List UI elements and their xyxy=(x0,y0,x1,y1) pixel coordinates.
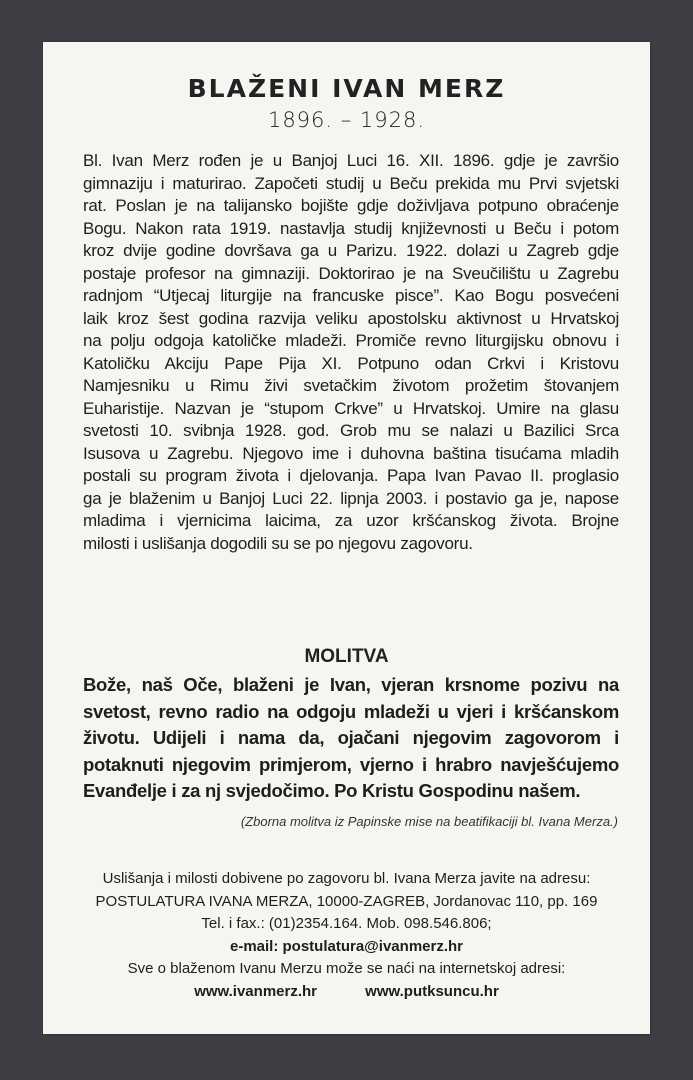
bio-line: Katoličku Akciju Pape Pija XI. Potpuno odan Crkvi i Kristovu xyxy=(83,353,619,373)
website-links xyxy=(63,981,630,1004)
postal-address: POSTULATURA IVANA MERZA, 10000-ZAGREB, Jordanovac 110, pp. 169 xyxy=(95,892,598,910)
bio-line: na polju odgoja katoličke mladeži. Promiče revno liturgijsku obnovu i xyxy=(83,331,619,350)
bio-line: rat. Poslan je na talijansko bojište gdje doživljava potpuno obraćenje xyxy=(83,196,619,215)
prayer-source-note: (Zborna molitva iz Papinske mise na beatifikaciji bl. Ivana Merza.) xyxy=(240,814,618,829)
prayer-line: potaknuti njegovim primjerom, vjerno i hrabro navješćujemo xyxy=(83,753,619,775)
website-link-putksuncu: www.putksuncu.hr xyxy=(365,982,499,1000)
bio-line: gimnaziju i maturirao. Započeti studij u Beču prekida mu Prvi svjetski xyxy=(83,173,619,193)
prayer-heading: MOLITVA xyxy=(304,646,389,667)
life-years: 1896. – 1928. xyxy=(267,108,426,132)
bio-line: Isusova u Zagrebu. Njegovo ime i duhovna baština tisućama mladih xyxy=(83,443,619,463)
bio-line: postali su program života i djelovanja. Papa Ivan Pavao II. proglasio xyxy=(83,466,619,485)
bio-line: milosti i uslišanja dogodili su se po njegovu zagovoru. xyxy=(83,533,473,553)
bio-line: Namjesniku u Rimu živi svetačkim životom prožetim štovanjem xyxy=(83,376,619,395)
bio-line: svetosti 10. svibnja 1928. god. Grob mu se nalazi u Bazilici Srca xyxy=(83,421,619,440)
bio-line: radnjom “Utjecaj liturgije na francuske pisce”. Kao Bogu posvećeni xyxy=(83,286,619,305)
email-address: e-mail: postulatura@ivanmerz.hr xyxy=(229,937,463,955)
prayer-card xyxy=(43,42,650,1034)
bio-line: Bogu. Nakon rata 1919. nastavlja studij književnosti u Beču i potom xyxy=(83,218,619,238)
bio-line: Euharistije. Nazvan je “stupom Crkve” u Hrvatskoj. Umire na glasu xyxy=(83,398,619,418)
phone-numbers: Tel. i fax.: (01)2354.164. Mob. 098.546.806; xyxy=(201,915,492,932)
website-link-ivanmerz: www.ivanmerz.hr xyxy=(194,982,317,1000)
bio-line: postaje profesor na gimnaziji. Doktorirao je na Sveučilištu u Zagrebu xyxy=(83,263,619,283)
prayer-line: Evanđelje i za nj svjedočimo. Po Kristu Gospodinu našem. xyxy=(83,780,581,801)
prayer-line: životu. Udijeli i nama da, ojačani njegovim zagovorom i xyxy=(83,727,619,748)
contact-intro: Uslišanja i milosti dobivene po zagovoru bl. Ivana Merza javite na adresu: xyxy=(102,870,591,887)
prayer-line: svetost, revno radio na odgoju mladeži u vjeri i kršćanskom xyxy=(83,700,619,722)
bio-line: laik kroz šest godina razvija veliku apostolsku aktivnost u Hrvatskoj xyxy=(83,308,619,328)
card-title: BLAŽENI IVAN MERZ xyxy=(187,74,506,103)
bio-line: kroz dvije godine dovršava ga u Parizu. 1922. dolazi u Zagreb gdje xyxy=(83,241,619,260)
bio-line: Bl. Ivan Merz rođen je u Banjoj Luci 16. XII. 1896. gdje je završio xyxy=(83,151,619,170)
bio-line: ga je blaženim u Banjoj Luci 22. lipnja 2003. i postavio ga je, napose xyxy=(83,488,619,508)
contact-block xyxy=(63,868,630,1003)
prayer-text xyxy=(83,672,619,805)
biography-text xyxy=(83,150,619,555)
web-intro: Sve o blaženom Ivanu Merzu može se naći na internetskoj adresi: xyxy=(127,960,566,977)
prayer-line: Bože, naš Oče, blaženi je Ivan, vjeran krsnome pozivu na xyxy=(83,674,619,695)
bio-line: mladima i vjernicima laicima, za uzor kršćanskog života. Brojne xyxy=(83,511,619,530)
